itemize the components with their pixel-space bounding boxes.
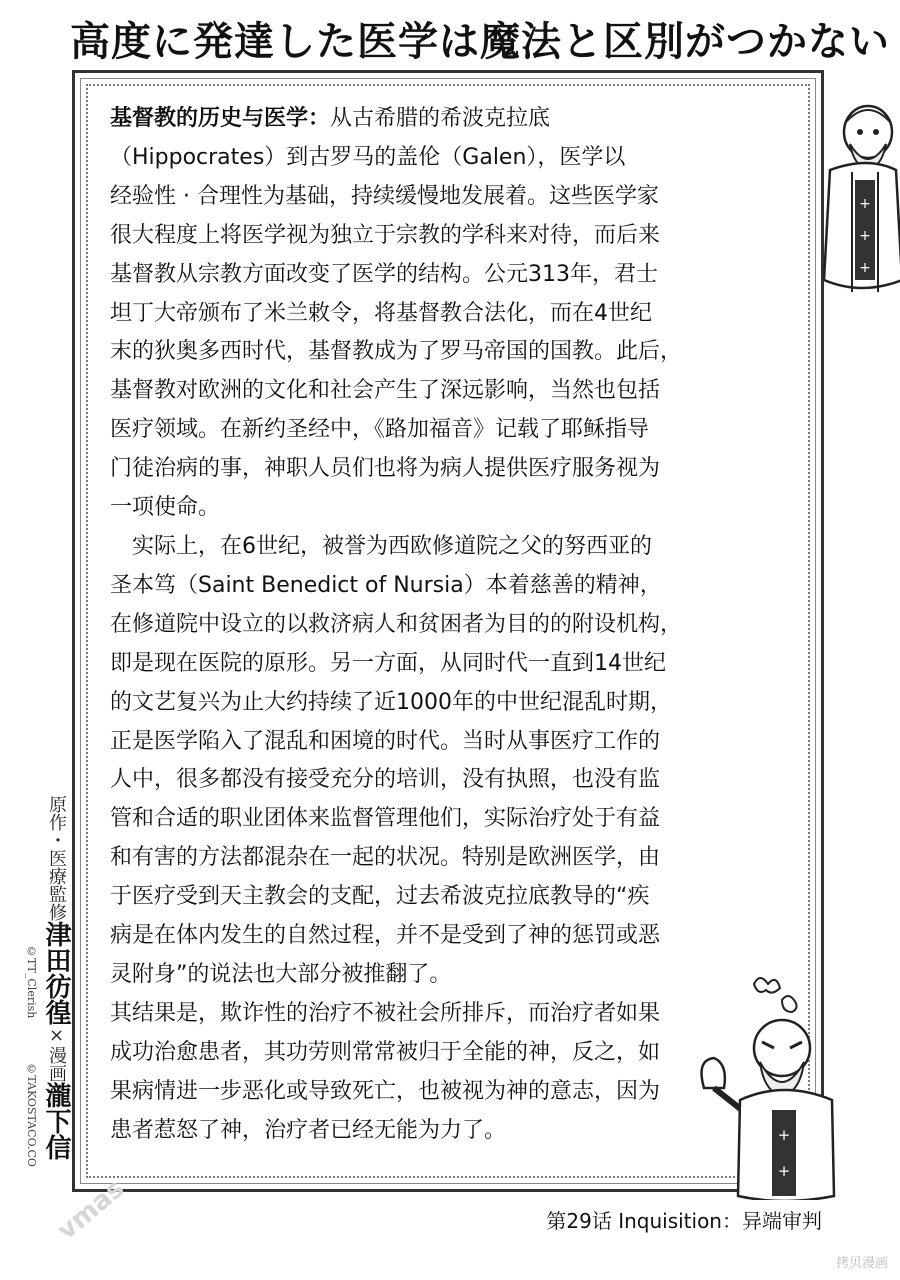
- credit-artist-name: 瀧下信: [41, 1082, 71, 1160]
- article-line-13: 圣本笃（Saint Benedict of Nursia）本着慈善的精神，: [110, 572, 662, 598]
- credit-role-original: 原作・医療監修: [46, 795, 67, 921]
- article-line-6: 坦丁大帝颁布了米兰敕令，将基督教合法化，而在4世纪: [110, 300, 652, 326]
- credits: [18, 795, 78, 1235]
- article-line-26: 果病情进一步恶化或导致死亡，也被视为神的意志，因为: [110, 1078, 661, 1104]
- copyright-author: ©TT_Clerish: [25, 945, 38, 1019]
- credit-joiner: ×: [46, 1025, 67, 1046]
- article-line-27: 患者惹怒了神，治疗者已经无能为力了。: [110, 1117, 507, 1143]
- article-line-10: 门徒治病的事，神职人员们也将为病人提供医疗服务视为: [110, 456, 661, 482]
- article-line-4: 很大程度上将医学视为独立于宗教的学科来对待，而后来: [110, 222, 661, 248]
- article-line-12: 实际上，在6世纪，被誉为西欧修道院之父的努西亚的: [110, 533, 652, 559]
- svg-text:+: +: [777, 1162, 791, 1180]
- site-watermark: vmas: [51, 1173, 131, 1247]
- article-line-9: 医疗领域。在新约圣经中，《路加福音》记载了耶稣指导: [110, 417, 650, 443]
- article-line-2: （Hippocrates）到古罗马的盖伦（Galen），医学以: [110, 144, 626, 170]
- credit-copyrights: [24, 945, 38, 1167]
- credit-author-name: 津田彷徨: [41, 921, 71, 1025]
- series-title: 高度に発達した医学は魔法と区別がつかない: [70, 18, 890, 65]
- article-line-25: 成功治愈患者，其功劳则常常被归于全能的神，反之，如: [110, 1039, 661, 1065]
- article-line-1-text: 从古希腊的希波克拉底: [330, 106, 551, 131]
- article-line-19: 管和合适的职业团体来监督管理他们，实际治疗处于有益: [110, 806, 661, 832]
- article-line-7: 末的狄奥多西时代，基督教成为了罗马帝国的国教。此后，: [110, 339, 683, 365]
- article-line-23: 灵附身”的说法也大部分被推翻了。: [110, 961, 452, 987]
- angry-priest-mascot-icon: [690, 970, 840, 1200]
- source-watermark: 拷贝漫画: [835, 1256, 888, 1271]
- svg-text:+: +: [859, 196, 871, 212]
- article-line-1: [110, 100, 770, 139]
- copyright-artist: ©TAKOSTACO.CO: [25, 1062, 38, 1167]
- priest-mascot-icon: [800, 100, 900, 300]
- svg-text:+: +: [859, 260, 871, 276]
- article-line-3: 经验性 · 合理性为基础，持续缓慢地发展着。这些医学家: [110, 183, 659, 209]
- article-body: [110, 100, 770, 1150]
- article-line-16: 的文艺复兴为止大约持续了近1000年的中世纪混乱时期，: [110, 689, 672, 715]
- article-line-18: 人中，很多都没有接受充分的培训，没有执照，也没有监: [110, 767, 661, 793]
- article-line-5: 基督教从宗教方面改变了医学的结构。公元313年，君士: [110, 261, 658, 287]
- article-line-24: 其结果是，欺诈性的治疗不被社会所排斥，而治疗者如果: [110, 1000, 661, 1026]
- article-line-15: 即是现在医院的原形。另一方面，从同时代一直到14世纪: [110, 650, 666, 676]
- article-line-20: 和有害的方法都混杂在一起的状况。特别是欧洲医学，由: [110, 845, 661, 871]
- credit-authors: [41, 795, 71, 1160]
- article-line-21: 于医疗受到天主教会的支配，过去希波克拉底教导的“疾: [110, 884, 650, 910]
- svg-text:+: +: [777, 1126, 791, 1144]
- article-line-17: 正是医学陷入了混乱和困境的时代。当时从事医疗工作的: [110, 728, 661, 754]
- article-line-14: 在修道院中设立的以救济病人和贫困者为目的的附设机构，: [110, 611, 683, 637]
- article-line-11: 一项使命。: [110, 495, 221, 521]
- article-line-22: 病是在体内发生的自然过程，并不是受到了神的惩罚或恶: [110, 923, 661, 949]
- credit-role-manga: 漫画: [46, 1046, 67, 1082]
- chapter-label: 第29话 Inquisition：异端审判: [546, 1209, 822, 1233]
- article-lead-heading: 基督教的历史与医学：: [110, 106, 331, 131]
- svg-text:+: +: [859, 228, 871, 244]
- article-line-8: 基督教对欧洲的文化和社会产生了深远影响，当然也包括: [110, 378, 661, 404]
